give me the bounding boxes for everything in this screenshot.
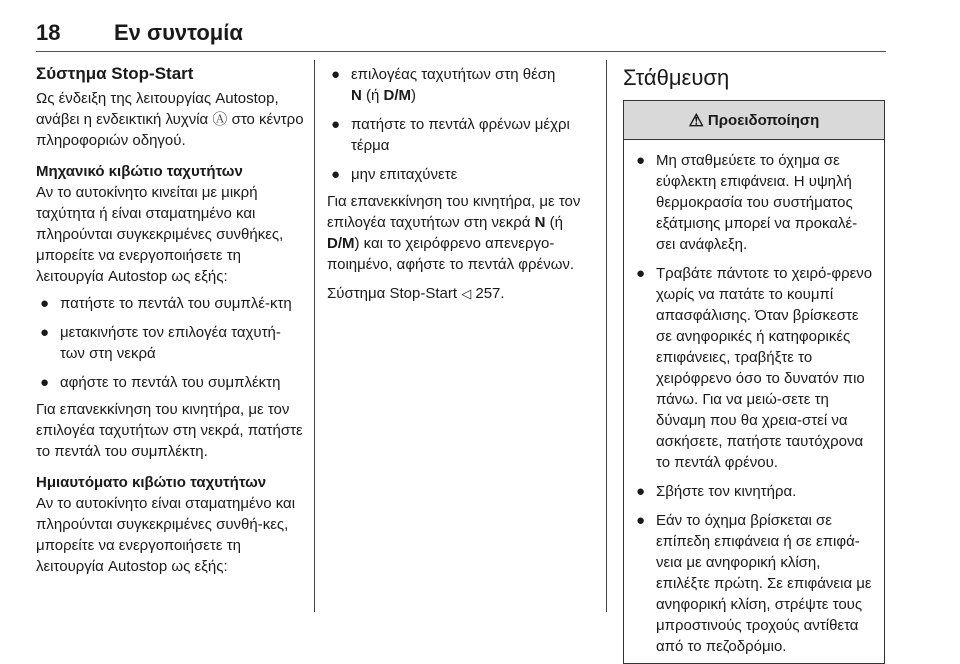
bullet-icon: ● bbox=[331, 66, 341, 83]
chapter-title: Εν συντομία bbox=[114, 20, 243, 45]
bullet-icon: ● bbox=[636, 483, 646, 500]
list-item-text: μετακινήστε τον επιλογέα ταχυτή-των στη νεκρά bbox=[60, 324, 281, 362]
page-reference-arrow-icon: ◁ bbox=[461, 286, 472, 301]
gear-dm-label: D/M bbox=[327, 235, 355, 252]
gear-n-label: N bbox=[351, 87, 362, 104]
list-item bbox=[327, 164, 597, 185]
intro-text-2: ανάβει η ενδεικτική λυχνία bbox=[36, 111, 209, 128]
bullet-icon: ● bbox=[331, 116, 341, 133]
gear-n-label: N bbox=[534, 214, 546, 231]
restart-text-1: Για επανεκκίνηση του κινητήρα, με τον επιλογέα ταχυτήτων στη νεκρά bbox=[327, 193, 581, 231]
reference-text: Σύστημα Stop-Start bbox=[327, 285, 458, 302]
list-item bbox=[36, 372, 304, 393]
intro-paragraph bbox=[36, 88, 304, 151]
subheading-manual-gearbox: Μηχανικό κιβώτιο ταχυτήτων bbox=[36, 163, 243, 180]
subheading-semi-auto-gearbox: Ημιαυτόματο κιβώτιο ταχυτήτων bbox=[36, 474, 267, 491]
bullet-icon: ● bbox=[40, 324, 50, 341]
semi-paragraph: Αν το αυτοκίνητο είναι σταματημένο και πληρούνται συγκεκριμένες συνθή-κες, μπορείτε να ενεργοποιήσετε τη λειτουργία Autostop ως εξής: bbox=[36, 495, 296, 575]
bullet-icon: ● bbox=[636, 512, 646, 529]
warning-box bbox=[623, 100, 885, 664]
gear-dm-label: D/M bbox=[383, 87, 412, 104]
bullet-icon: ● bbox=[331, 166, 341, 183]
list-item-text: πατήστε το πεντάλ φρένων μέχρι τέρμα bbox=[351, 116, 570, 154]
warning-body bbox=[624, 140, 884, 663]
list-item bbox=[632, 263, 876, 473]
header-divider bbox=[36, 51, 886, 52]
list-item-text: επιλογέας ταχυτήτων στη θέση bbox=[351, 66, 556, 83]
column-left bbox=[36, 62, 304, 577]
list-item bbox=[632, 510, 876, 657]
intro-text-3: στο κέντρο πληροφοριών οδηγού. bbox=[36, 111, 304, 149]
list-item bbox=[632, 150, 876, 255]
intro-text-1: Ως ένδειξη της λειτουργίας Autostop, bbox=[36, 90, 279, 107]
list-item bbox=[327, 64, 597, 106]
list-item bbox=[632, 481, 876, 502]
list-item-text: πατήστε το πεντάλ του συμπλέ-κτη bbox=[60, 295, 292, 312]
semi-restart-paragraph bbox=[327, 191, 597, 275]
page-header bbox=[0, 0, 960, 52]
manual-restart-paragraph: Για επανεκκίνηση του κινητήρα, με τον επιλογέα ταχυτήτων στη νεκρά, πατήστε το πεντάλ του συμπλέκτη. bbox=[36, 401, 303, 460]
list-item-text: Μη σταθμεύετε το όχημα σε εύφλεκτη επιφάνεια. Η υψηλή θερμοκρασία του συστήματος εξάτμισης μπορεί να προκαλέ-σει ανάφλεξη. bbox=[656, 152, 858, 253]
semi-bullet-list bbox=[327, 64, 597, 185]
list-item-text: ) bbox=[411, 87, 417, 104]
column-divider-1 bbox=[314, 60, 315, 612]
warning-list bbox=[632, 150, 876, 657]
column-right bbox=[623, 62, 885, 664]
list-item bbox=[327, 114, 597, 156]
reference-page: 257. bbox=[475, 285, 505, 302]
warning-title: Προειδοποίηση bbox=[707, 111, 820, 129]
warning-triangle-icon: ⚠ bbox=[688, 110, 704, 130]
column-divider-2 bbox=[606, 60, 607, 612]
list-item bbox=[36, 293, 304, 314]
list-item-text: μην επιταχύνετε bbox=[351, 166, 458, 183]
restart-text-2: (ή bbox=[549, 214, 563, 231]
list-item bbox=[36, 322, 304, 364]
section-heading-parking: Στάθμευση bbox=[623, 65, 730, 90]
cross-reference bbox=[327, 283, 597, 304]
list-item-text: αφήστε το πεντάλ του συμπλέκτη bbox=[60, 374, 281, 391]
section-heading-stop-start: Σύστημα Stop-Start bbox=[36, 64, 194, 83]
list-item-text: Εάν το όχημα βρίσκεται σε επίπεδη επιφάνεια ή σε επιφά-νεια με ανηφορική κλίση, επιλέξτε πρώτη. Σε επιφάνεια με ανηφορική κλίση, στρέψτε τους μπροστινούς τροχούς αντίθετα από το πεζοδρόμιο. bbox=[656, 512, 872, 655]
bullet-icon: ● bbox=[40, 295, 50, 312]
bullet-icon: ● bbox=[636, 152, 646, 169]
restart-text-3: ) και το χειρόφρενο απενεργο-ποιημένο, αφήστε το πεντάλ φρένων. bbox=[327, 235, 575, 273]
warning-header bbox=[624, 101, 884, 140]
bullet-icon: ● bbox=[40, 374, 50, 391]
column-middle bbox=[327, 62, 597, 304]
list-item-text: (ή bbox=[366, 87, 380, 104]
list-item-text: Τραβάτε πάντοτε το χειρό-φρενο χωρίς να πατάτε το κουμπί απασφάλισης. Όταν βρίσκεστε σε ανηφορικές ή κατηφορικές επιφάνειες, τραβήξτε το χειρόφρενο όσο το δυνατόν πιο πάνω. Για να μειώ-σετε τη δύναμη που θα χρεια-στεί να ασκήσετε, πατήστε ταυτόχρονα το πεντάλ φρένου. bbox=[656, 265, 873, 471]
page-number: 18 bbox=[36, 20, 61, 45]
manual-bullet-list bbox=[36, 293, 304, 393]
bullet-icon: ● bbox=[636, 265, 646, 282]
manual-paragraph: Αν το αυτοκίνητο κινείται με μικρή ταχύτητα ή είναι σταματημένο και πληρούνται συγκεκριμένες συνθήκες, μπορείτε να ενεργοποιήσετε τη λειτουργία Autostop ως εξής: bbox=[36, 184, 284, 285]
autostop-indicator-icon: Ⓐ bbox=[212, 111, 228, 128]
list-item-text: Σβήστε τον κινητήρα. bbox=[656, 483, 797, 500]
